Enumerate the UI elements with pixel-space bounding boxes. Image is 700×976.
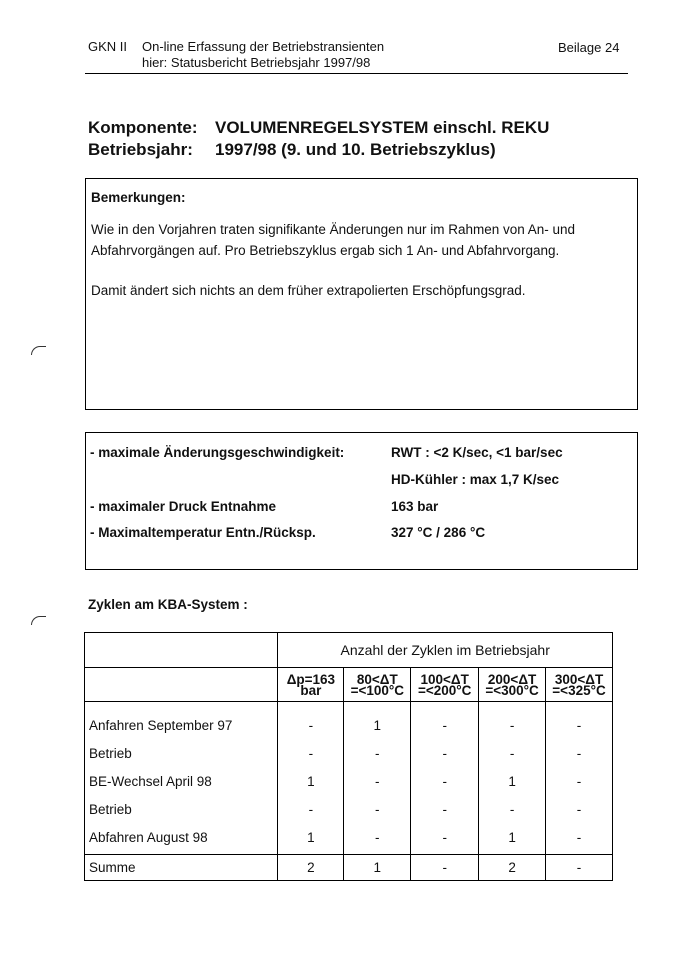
column-header-line2: =<300°C [485,682,539,698]
pressure-label: - maximaler Druck Entnahme [90,499,277,514]
cell-value: - [375,774,380,789]
cell-value: - [509,746,515,761]
component-label: Komponente: [88,118,198,137]
cell-value: 1 [307,774,315,789]
cell-value: - [375,830,380,845]
column-header [411,668,479,702]
table-header: Anzahl der Zyklen im Betriebsjahr [278,633,613,668]
sum-value: 1 [344,855,411,881]
parameters-box [85,432,638,570]
column-header-line2: =<200°C [417,682,472,698]
cell-value: - [576,830,582,845]
value-column [278,702,344,855]
row-label: Abfahren August 98 [89,830,208,845]
component-value: VOLUMENREGELSYSTEM einschl. REKU [215,118,550,137]
rate-value-1: RWT : <2 K/sec, <1 bar/sec [391,445,563,460]
value-column [411,702,479,855]
temperature-label: - Maximaltemperatur Entn./Rücksp. [90,525,316,540]
cell-value: - [509,718,515,733]
cell-value: - [576,746,582,761]
header-code: GKN II [88,39,128,54]
remarks-box [85,178,638,410]
column-header-line1: 80<ΔT [356,671,398,687]
sum-value: - [411,855,479,881]
cell-value: - [576,718,582,733]
cell-value: - [375,802,380,817]
column-header-blank [85,668,278,702]
column-header [278,668,344,702]
column-header-line2: =<325°C [552,682,606,698]
cell-value: 1 [508,774,516,789]
remarks-title: Bemerkungen: [91,190,186,205]
year-value: 1997/98 (9. und 10. Betriebszyklus) [215,140,496,159]
column-header-line1: 200<ΔT [487,671,537,687]
row-label: BE-Wechsel April 98 [89,774,212,789]
rate-label: - maximale Änderungsgeschwindigkeit: [90,445,345,460]
cell-value: - [375,746,380,761]
cell-value: - [442,774,447,789]
row-label: Anfahren September 97 [89,718,233,733]
temperature-value: 327 °C / 286 °C [391,525,486,540]
cell-value: - [442,746,447,761]
margin-mark [31,616,46,625]
table-corner [85,633,278,668]
value-column [344,702,411,855]
row-label: Betrieb [89,802,132,817]
value-column [546,702,613,855]
cell-value: - [442,830,447,845]
sum-value: - [546,855,613,881]
remarks-line2: Abfahrvorgängen auf. Pro Betriebszyklus ergab sich 1 An- und Abfahrvorgang. [91,243,560,258]
remarks-line3: Damit ändert sich nichts an dem früher extrapolierten Erschöpfungsgrad. [91,283,526,298]
cell-value: - [576,802,582,817]
cell-value: 1 [307,830,315,845]
year-label: Betriebsjahr: [88,140,193,159]
margin-mark [31,346,46,355]
column-header [546,668,613,702]
column-header [479,668,546,702]
row-label: Betrieb [89,746,132,761]
remarks-line1: Wie in den Vorjahren traten signifikante Änderungen nur im Rahmen von An- und [91,222,576,237]
cell-value: - [308,802,314,817]
pressure-value: 163 bar [391,499,439,514]
header-rule [85,73,628,74]
value-column [479,702,546,855]
cell-value: - [308,718,314,733]
column-header [344,668,411,702]
header-attachment: Beilage 24 [558,40,620,55]
cycles-table [84,632,613,881]
rate-value-2: HD-Kühler : max 1,7 K/sec [391,472,560,487]
sum-label: Summe [85,855,278,881]
column-header-line2: =<100°C [350,682,405,698]
cell-value: - [576,774,582,789]
cell-value: - [442,718,447,733]
header-line2: hier: Statusbericht Betriebsjahr 1997/98 [142,55,371,70]
column-header-line1: 300<ΔT [554,671,604,687]
sum-value: 2 [479,855,546,881]
cell-value: - [509,802,515,817]
cell-value: 1 [373,718,382,733]
column-header-line1: 100<ΔT [420,671,469,687]
cycles-title: Zyklen am KBA-System : [88,597,248,612]
row-labels-cell [85,702,278,855]
cell-value: - [442,802,447,817]
column-header-line1: Δp=163 bar [286,671,336,698]
cell-value: 1 [508,830,516,845]
cell-value: - [308,746,314,761]
sum-value: 2 [278,855,344,881]
header-line1: On-line Erfassung der Betriebstransienten [142,39,385,54]
